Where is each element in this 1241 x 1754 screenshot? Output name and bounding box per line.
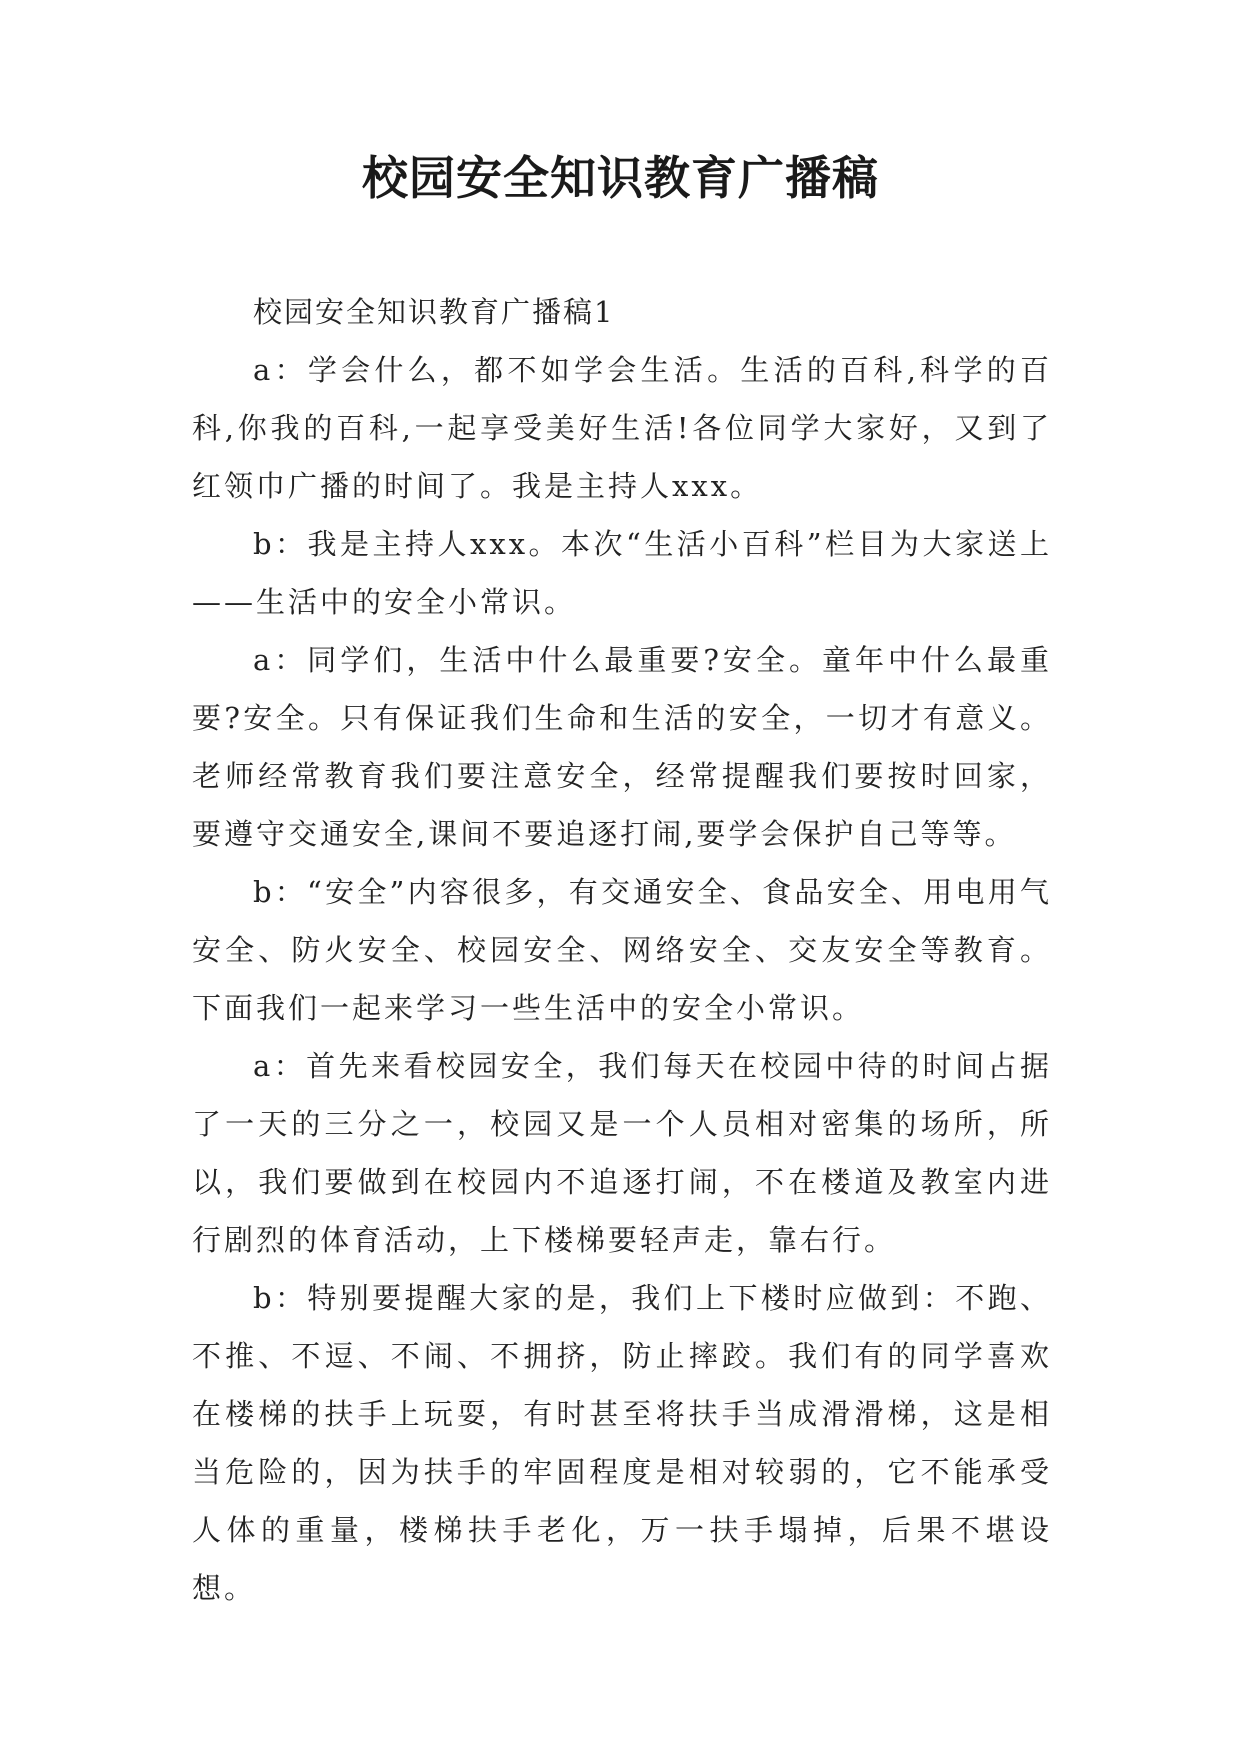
paragraph: b：特别要提醒大家的是，我们上下楼时应做到：不跑、不推、不逗、不闹、不拥挤，防止摔跤。我们有的同学喜欢在楼梯的扶手上玩耍，有时甚至将扶手当成滑滑梯，这是相当危险的，因为扶手的牢固程度是相对较弱的，它不能承受人体的重量，楼梯扶手老化，万一扶手塌掉，后果不堪设想。 [192,1281,1052,1605]
paragraph: a：同学们，生活中什么最重要?安全。童年中什么最重要?安全。只有保证我们生命和生活的安全，一切才有意义。老师经常教育我们要注意安全，经常提醒我们要按时回家，要遵守交通安全,课间不要追逐打闹,要学会保护自己等等。 [192,643,1052,851]
section-heading: 校园安全知识教育广播稿1 [253,295,615,329]
document-title: 校园安全知识教育广播稿 [362,151,879,205]
paragraph: a：学会什么，都不如学会生活。生活的百科,科学的百科,你我的百科,一起享受美好生活!各位同学大家好，又到了红领巾广播的时间了。我是主持人xxx。 [192,353,1052,503]
paragraph: a：首先来看校园安全，我们每天在校园中待的时间占据了一天的三分之一，校园又是一个人员相对密集的场所，所以，我们要做到在校园内不追逐打闹，不在楼道及教室内进行剧烈的体育活动，上下楼梯要轻声走，靠右行。 [192,1049,1052,1257]
document-body [192,283,1052,1617]
paragraph: b：我是主持人xxx。本次“生活小百科”栏目为大家送上——生活中的安全小常识。 [192,527,1052,619]
paragraph: b：“安全”内容很多，有交通安全、食品安全、用电用气安全、防火安全、校园安全、网络安全、交友安全等教育。下面我们一起来学习一些生活中的安全小常识。 [192,875,1052,1025]
